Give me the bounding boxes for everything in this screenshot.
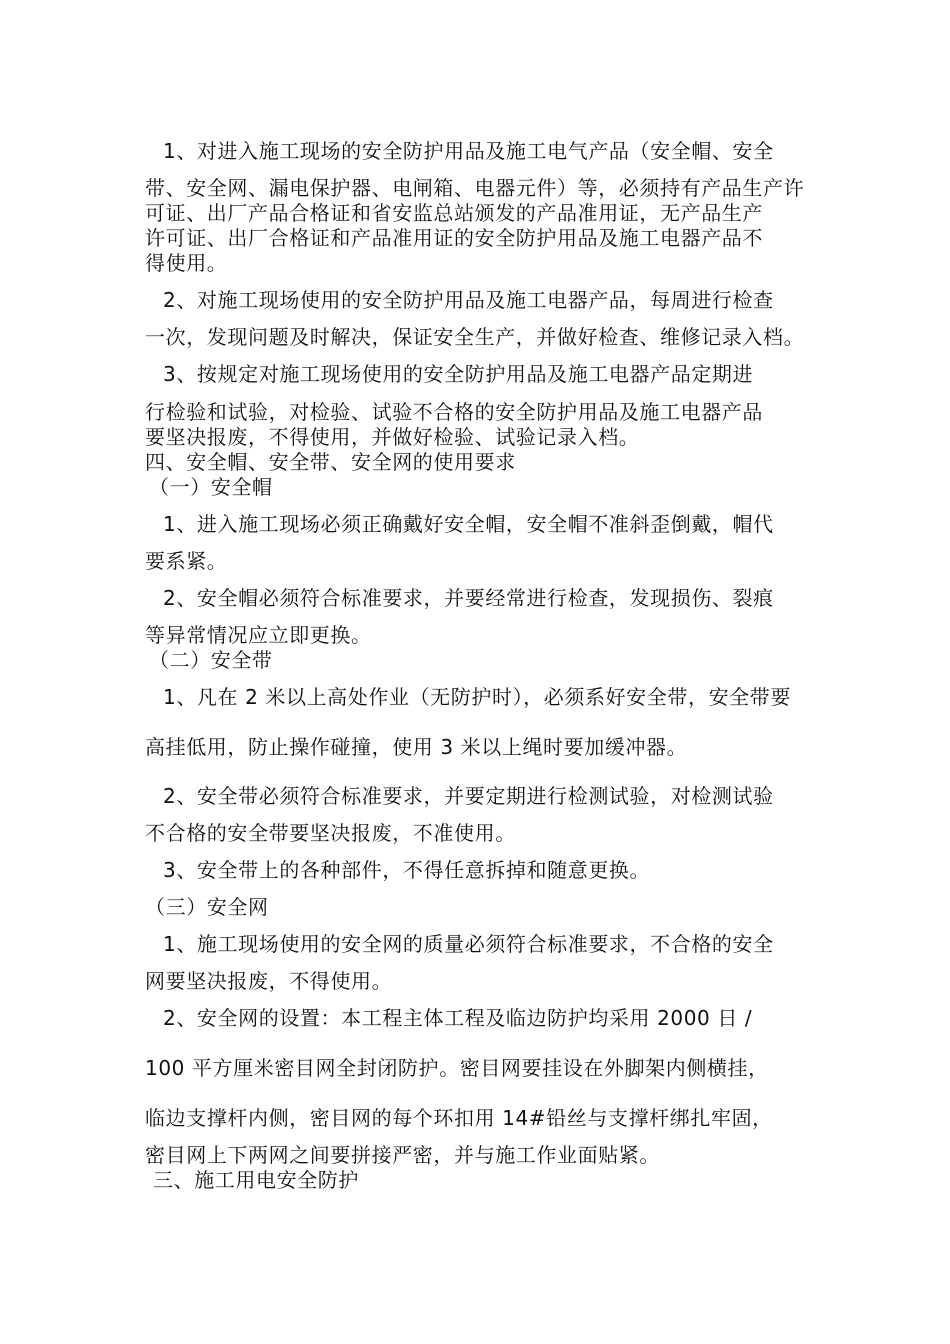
- text-line: 密目网上下两网之间要拼接严密，并与施工作业面贴紧。: [145, 1143, 660, 1167]
- text-line: 2、安全网的设置：本工程主体工程及临边防护均采用 2000 日 /: [163, 1006, 753, 1030]
- text-line: 1、施工现场使用的安全网的质量必须符合标准要求，不合格的安全: [163, 932, 774, 956]
- text-line: 等异常情况应立即更换。: [145, 623, 372, 647]
- text-line: 要坚决报废，不得使用，并做好检验、试验记录入档。: [145, 425, 640, 449]
- text-line: 可证、出厂产品合格证和省安监总站颁发的产品准用证，无产品生产: [145, 201, 763, 225]
- text-line: 1、凡在 2 米以上高处作业（无防护时），必须系好安全带，安全带要: [163, 685, 791, 709]
- text-line: 3、按规定对施工现场使用的安全防护用品及施工电器产品定期进: [163, 362, 754, 386]
- text-line: 1、进入施工现场必须正确戴好安全帽，安全帽不准斜歪倒戴，帽代: [163, 512, 774, 536]
- text-line: 2、安全帽必须符合标准要求，并要经常进行检查，发现损伤、裂痕: [163, 586, 774, 610]
- text-line: 要系紧。: [145, 549, 228, 573]
- text-line: 不合格的安全带要坚决报废，不准使用。: [145, 821, 516, 845]
- text-line: 1、对进入施工现场的安全防护用品及施工电气产品（安全帽、安全: [163, 139, 774, 163]
- subsection-heading: （二）安全带: [149, 648, 273, 672]
- text-line: 许可证、出厂合格证和产品准用证的安全防护用品及施工电器产品不: [145, 226, 763, 250]
- text-line: 行检验和试验，对检验、试验不合格的安全防护用品及施工电器产品: [145, 400, 763, 424]
- section-heading: 四、安全帽、安全带、安全网的使用要求: [145, 450, 516, 474]
- text-line: 一次，发现问题及时解决，保证安全生产，并做好检查、维修记录入档。: [145, 325, 805, 349]
- text-line: 3、安全带上的各种部件，不得任意拆掉和随意更换。: [163, 858, 651, 882]
- subsection-heading: （一）安全帽: [149, 475, 273, 499]
- text-line: 带、安全网、漏电保护器、电闸箱、电器元件）等，必须持有产品生产许: [145, 176, 805, 200]
- text-line: 100 平方厘米密目网全封闭防护。密目网要挂设在外脚架内侧横挂，: [145, 1056, 769, 1080]
- text-line: 得使用。: [145, 251, 228, 275]
- section-heading: 三、施工用电安全防护: [153, 1168, 359, 1192]
- text-line: 临边支撑杆内侧，密目网的每个环扣用 14#铅丝与支撑杆绑扎牢固，: [145, 1106, 773, 1130]
- text-line: 2、安全带必须符合标准要求，并要定期进行检测试验，对检测试验: [163, 784, 774, 808]
- text-line: 2、对施工现场使用的安全防护用品及施工电器产品，每周进行检查: [163, 288, 774, 312]
- subsection-heading: （三）安全网: [145, 895, 269, 919]
- text-line: 网要坚决报废，不得使用。: [145, 969, 393, 993]
- text-line: 高挂低用，防止操作碰撞，使用 3 米以上绳时要加缓冲器。: [145, 735, 688, 759]
